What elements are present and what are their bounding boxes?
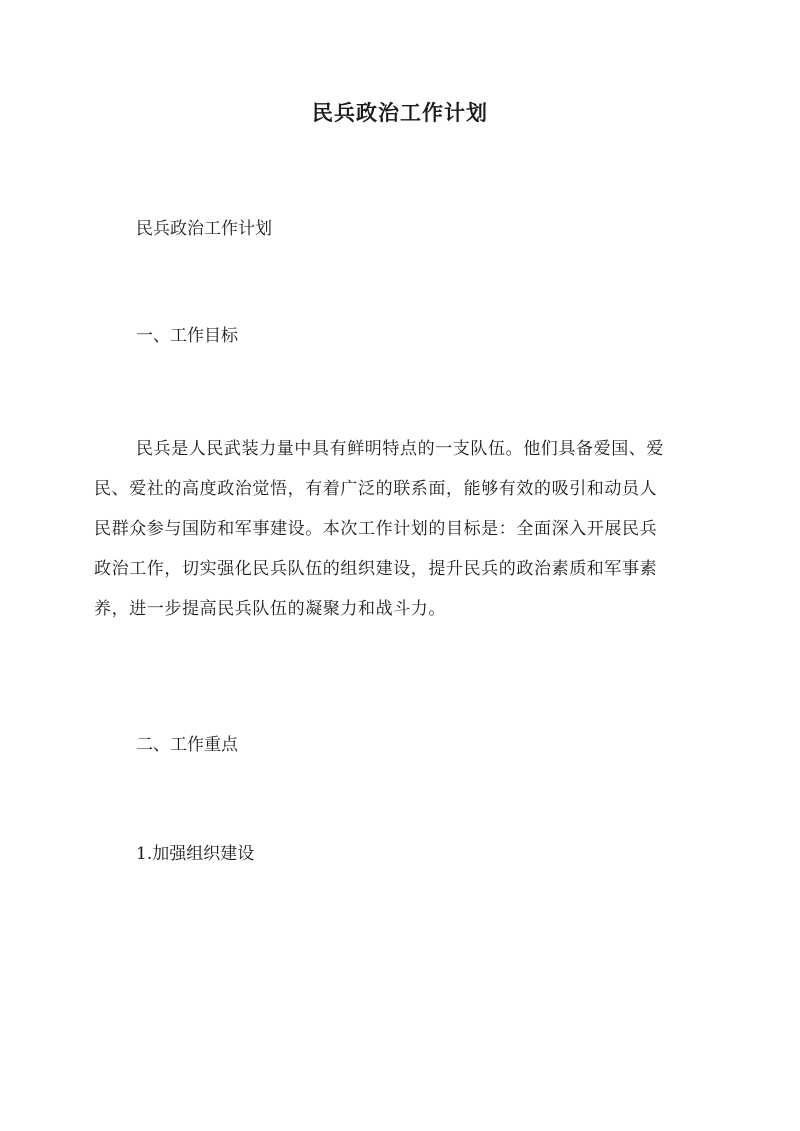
section-heading-focus: 二、工作重点: [136, 735, 238, 755]
goals-paragraph: [94, 429, 714, 629]
paragraph-line: 民群众参与国防和军事建设。本次工作计划的目标是：全面深入开展民兵: [94, 519, 658, 539]
paragraph-line: 政治工作，切实强化民兵队伍的组织建设，提升民兵的政治素质和军事素: [94, 559, 658, 579]
document-title: 民兵政治工作计划: [312, 100, 488, 125]
paragraph-line: 民兵是人民武装力量中具有鲜明特点的一支队伍。他们具备爱国、爱: [136, 439, 664, 459]
paragraph-line: 养，进一步提高民兵队伍的凝聚力和战斗力。: [94, 599, 446, 619]
list-item-organization: 1.加强组织建设: [136, 844, 255, 864]
section-heading-goals: 一、工作目标: [136, 326, 238, 346]
paragraph-line: 民、爱社的高度政治觉悟，有着广泛的联系面，能够有效的吸引和动员人: [94, 479, 658, 499]
document-subtitle: 民兵政治工作计划: [136, 219, 272, 239]
